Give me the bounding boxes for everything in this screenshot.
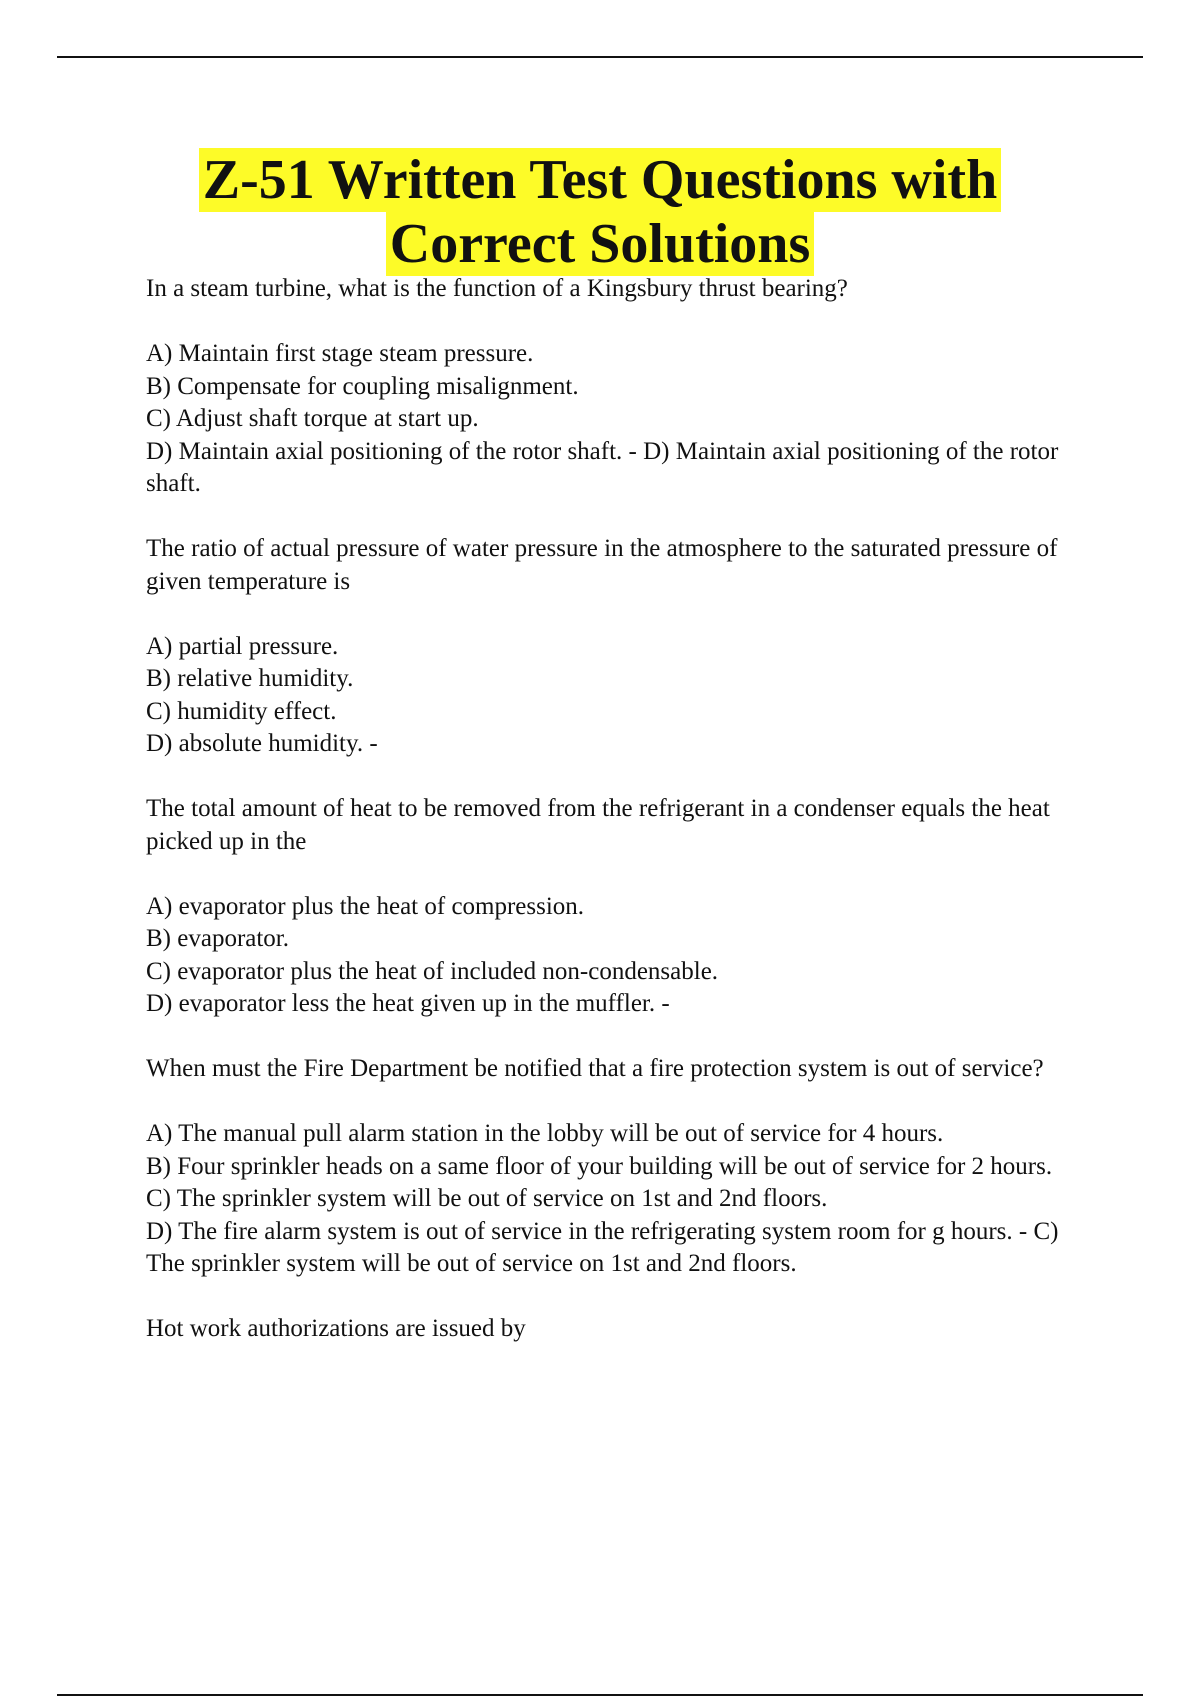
question-2-option-a: A) partial pressure. bbox=[146, 632, 339, 660]
question-2-text: The ratio of actual pressure of water pressure in the atmosphere to the saturated pressure of given temperature is bbox=[146, 535, 1058, 595]
question-5-text: Hot work authorizations are issued by bbox=[146, 1315, 526, 1342]
question-1-option-b: B) Compensate for coupling misalignment. bbox=[146, 372, 579, 400]
question-4-option-c: C) The sprinkler system will be out of service on 1st and 2nd floors. bbox=[146, 1185, 828, 1212]
title-line-2: Correct Solutions bbox=[386, 212, 815, 276]
question-list bbox=[146, 273, 1090, 1346]
question-3-option-b: B) evaporator. bbox=[146, 925, 290, 952]
question-3-option-d: D) evaporator less the heat given up in the muffler. - bbox=[146, 990, 670, 1017]
question-2-option-d: D) absolute humidity. - bbox=[146, 730, 378, 757]
bottom-rule bbox=[57, 1694, 1143, 1696]
question-3-option-c: C) evaporator plus the heat of included non-condensable. bbox=[146, 957, 719, 985]
document-title bbox=[0, 148, 1200, 276]
question-4-option-b: B) Four sprinkler heads on a same floor of your building will be out of service for 2 hours. bbox=[146, 1152, 1053, 1180]
question-1-option-c: C) Adjust shaft torque at start up. bbox=[146, 405, 479, 432]
question-1-option-d: D) Maintain axial positioning of the rotor shaft. - D) Maintain axial positioning of the rotor shaft. bbox=[146, 437, 1059, 497]
question-2-option-c: C) humidity effect. bbox=[146, 697, 337, 725]
question-1-text: In a steam turbine, what is the function of a Kingsbury thrust bearing? bbox=[146, 275, 848, 302]
top-rule bbox=[57, 56, 1143, 58]
question-4-option-d: D) The fire alarm system is out of service in the refrigerating system room for g hours. - C) The sprinkler system will be out of service on 1st and 2nd floors. bbox=[146, 1217, 1059, 1277]
question-2-option-b: B) relative humidity. bbox=[146, 665, 354, 692]
question-4-option-a: A) The manual pull alarm station in the lobby will be out of service for 4 hours. bbox=[146, 1120, 944, 1147]
question-3-option-a: A) evaporator plus the heat of compression. bbox=[146, 892, 585, 920]
question-3-text: The total amount of heat to be removed from the refrigerant in a condenser equals the heat picked up in the bbox=[146, 795, 1050, 855]
title-line-1: Z-51 Written Test Questions with bbox=[199, 148, 1001, 212]
question-4-text: When must the Fire Department be notified that a fire protection system is out of service? bbox=[146, 1055, 1044, 1082]
question-1-option-a: A) Maintain first stage steam pressure. bbox=[146, 340, 534, 367]
